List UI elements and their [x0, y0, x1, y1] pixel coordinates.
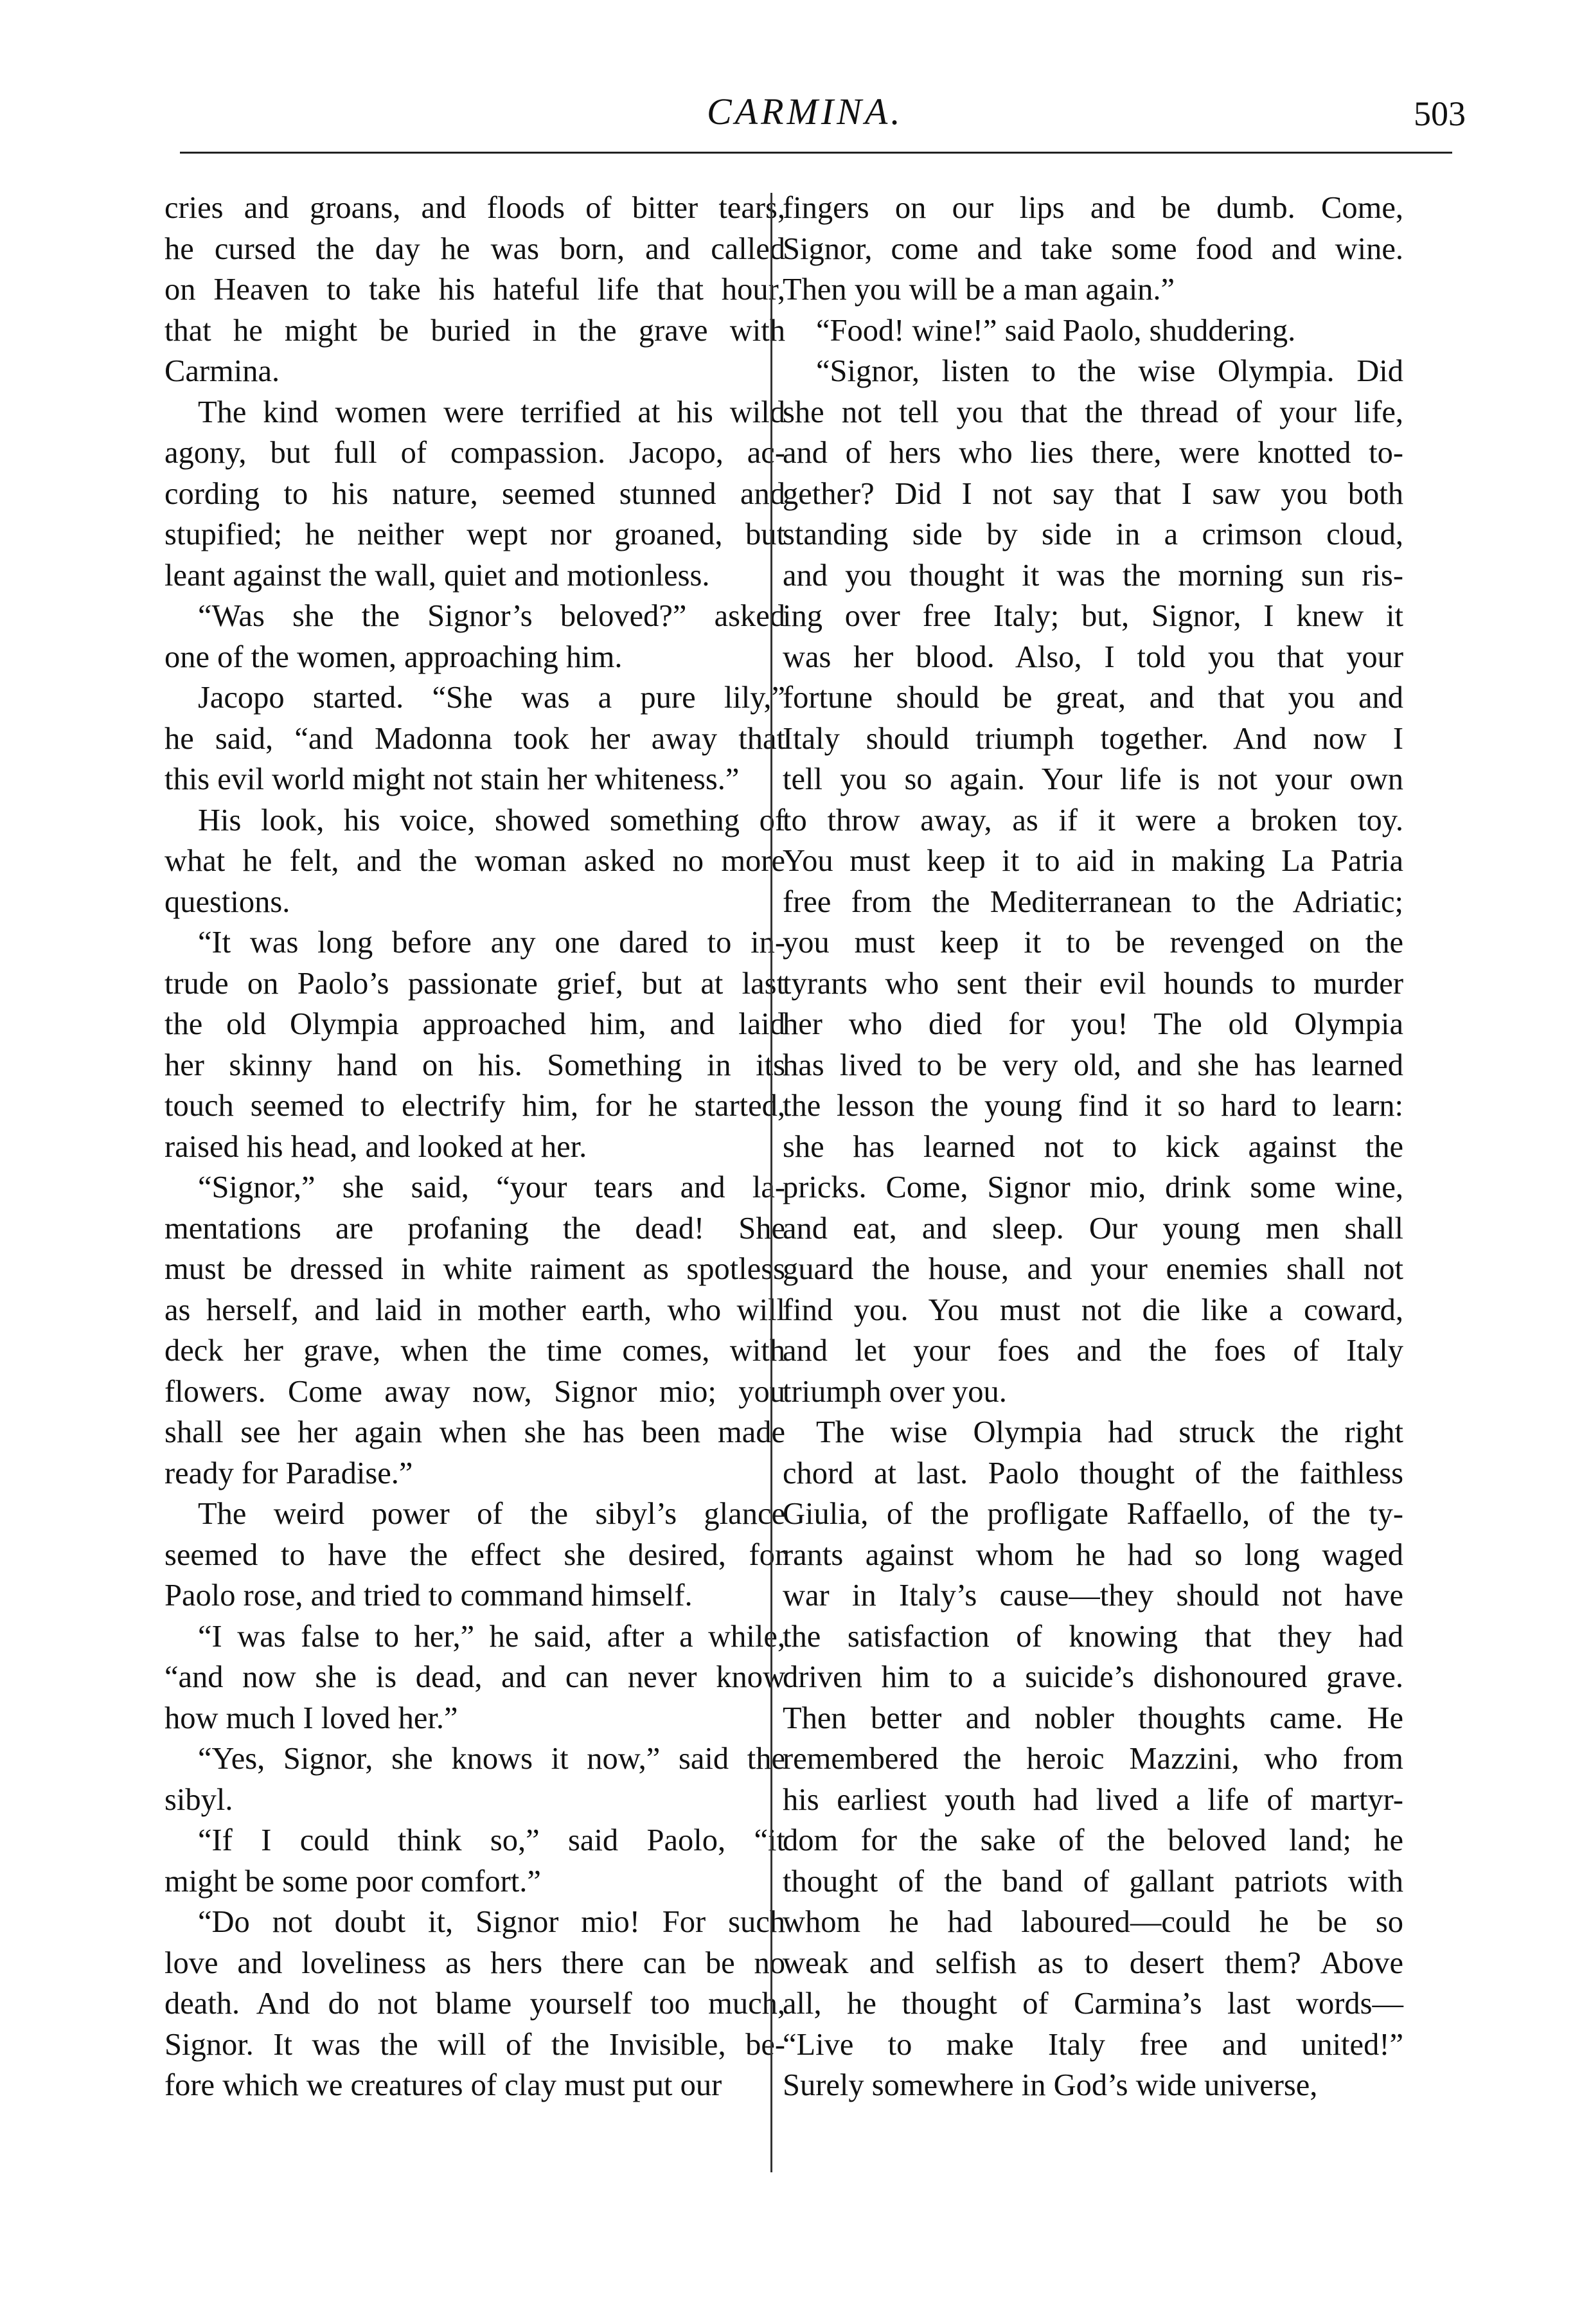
text-line: she has learned not to kick against the [783, 1129, 1403, 1164]
text-line: The weird power of the sibyl’s glance [198, 1497, 785, 1531]
text-line: cording to his nature, seemed stunned and [164, 476, 785, 511]
right-column [783, 188, 1403, 2106]
text-line: as herself, and laid in mother earth, who will [164, 1292, 785, 1327]
text-line: Surely somewhere in God’s wide universe, [783, 2068, 1318, 2102]
text-line: “Signor, listen to the wise Olympia. Did [816, 354, 1403, 388]
paragraph [164, 1820, 785, 1902]
paragraph [164, 677, 785, 800]
text-line: leant against the wall, quiet and motionless. [164, 558, 710, 593]
text-line: the satisfaction of knowing that they had [783, 1619, 1403, 1654]
paragraph [164, 1167, 785, 1494]
text-line: weak and selfish as to desert them? Above [783, 1945, 1403, 1980]
text-line: chord at last. Paolo thought of the faithless [783, 1456, 1403, 1490]
paragraph [164, 922, 785, 1167]
text-line: mentations are profaning the dead! She [164, 1211, 785, 1246]
text-line: stupified; he neither wept nor groaned, but [164, 517, 785, 551]
text-line: Signor, come and take some food and wine. [783, 231, 1403, 266]
paragraph [783, 351, 1403, 1412]
text-line: he said, “and Madonna took her away that [164, 721, 785, 756]
text-line: Carmina. [164, 354, 280, 388]
text-line: driven him to a suicide’s dishonoured grave. [783, 1660, 1403, 1694]
text-line: love and loveliness as hers there can be no [164, 1945, 785, 1980]
text-line: was her blood. Also, I told you that your [783, 639, 1403, 674]
text-line: one of the women, approaching him. [164, 639, 623, 674]
text-line: “It was long before any one dared to in- [198, 925, 785, 960]
left-column [164, 188, 785, 2106]
text-line: You must keep it to aid in making La Patria [783, 844, 1403, 878]
text-line: “Live to make Italy free and united!” [783, 2027, 1403, 2062]
text-line: has lived to be very old, and she has learned [783, 1048, 1403, 1082]
text-line: “Signor,” she said, “your tears and la- [198, 1170, 785, 1204]
text-line: death. And do not blame yourself too much, [164, 1987, 785, 2021]
text-line: seemed to have the effect she desired, for [164, 1537, 785, 1572]
text-line: this evil world might not stain her whiteness.” [164, 762, 740, 796]
text-line: shall see her again when she has been made [164, 1415, 785, 1449]
text-line: ing over free Italy; but, Signor, I knew it [783, 599, 1403, 633]
text-line: “Food! wine!” said Paolo, shuddering. [816, 313, 1296, 348]
paragraph [164, 1739, 785, 1820]
paragraph [164, 188, 785, 392]
text-line: her who died for you! The old Olympia [783, 1007, 1403, 1041]
paragraph [783, 1412, 1403, 2106]
text-line: triumph over you. [783, 1374, 1007, 1409]
text-line: “Yes, Signor, she knows it now,” said the [198, 1742, 785, 1776]
paragraph [164, 1902, 785, 2106]
text-line: Then you will be a man again.” [783, 273, 1175, 307]
text-line: pricks. Come, Signor mio, drink some wine, [783, 1170, 1403, 1204]
text-line: her skinny hand on his. Something in its [164, 1048, 785, 1082]
text-line: “and now she is dead, and can never know [164, 1660, 785, 1694]
text-line: gether? Did I not say that I saw you both [783, 476, 1403, 511]
text-line: remembered the heroic Mazzini, who from [783, 1742, 1403, 1776]
text-line: and let your foes and the foes of Italy [783, 1334, 1403, 1368]
text-line: “I was false to her,” he said, after a while, [198, 1619, 785, 1654]
text-line: that he might be buried in the grave with [164, 313, 785, 348]
text-line: “If I could think so,” said Paolo, “it [198, 1823, 785, 1857]
text-line: might be some poor comfort.” [164, 1864, 541, 1899]
text-line: tyrants who sent their evil hounds to murder [783, 966, 1403, 1001]
text-line: whom he had laboured—could he be so [783, 1905, 1403, 1939]
paragraph [164, 1494, 785, 1616]
text-line: questions. [164, 884, 290, 919]
paragraph [164, 596, 785, 677]
text-line: must be dressed in white raiment as spotless [164, 1252, 785, 1286]
text-line: Jacopo started. “She was a pure lily,” [198, 681, 785, 715]
text-line: guard the house, and your enemies shall not [783, 1252, 1403, 1286]
text-line: standing side by side in a crimson cloud, [783, 517, 1403, 551]
paragraph [164, 392, 785, 596]
text-line: to throw away, as if it were a broken toy. [783, 803, 1403, 837]
column-divider [770, 193, 772, 2172]
text-line: how much I loved her.” [164, 1701, 458, 1735]
text-line: he cursed the day he was born, and called [164, 231, 785, 266]
text-line: fore which we creatures of clay must put our [164, 2068, 722, 2102]
text-line: what he felt, and the woman asked no more [164, 844, 785, 878]
text-line: Paolo rose, and tried to command himself. [164, 1578, 693, 1613]
text-line: deck her grave, when the time comes, with [164, 1334, 785, 1368]
text-line: His look, his voice, showed something of [198, 803, 785, 837]
text-line: find you. You must not die like a coward, [783, 1292, 1403, 1327]
text-line: fortune should be great, and that you and [783, 681, 1403, 715]
text-line: dom for the sake of the beloved land; he [783, 1823, 1403, 1857]
paragraph [164, 1616, 785, 1739]
text-line: and you thought it was the morning sun ris- [783, 558, 1403, 593]
text-line: his earliest youth had lived a life of martyr- [783, 1782, 1403, 1817]
text-line: war in Italy’s cause—they should not have [783, 1578, 1403, 1613]
paragraph [164, 800, 785, 923]
text-line: sibyl. [164, 1782, 233, 1817]
text-line: cries and groans, and floods of bitter tears, [164, 191, 785, 225]
text-line: ready for Paradise.” [164, 1456, 413, 1490]
text-line: all, he thought of Carmina’s last words— [783, 1987, 1403, 2021]
text-line: and of hers who lies there, were knotted to- [783, 436, 1403, 470]
text-line: fingers on our lips and be dumb. Come, [783, 191, 1403, 225]
paragraph [783, 188, 1403, 310]
text-line: the lesson the young find it so hard to learn: [783, 1089, 1403, 1123]
text-line: “Do not doubt it, Signor mio! For such [198, 1905, 785, 1939]
text-line: on Heaven to take his hateful life that hour, [164, 273, 785, 307]
page-number: 503 [1414, 94, 1466, 133]
text-line: Giulia, of the profligate Raffaello, of the ty- [783, 1497, 1403, 1531]
text-line: raised his head, and looked at her. [164, 1129, 587, 1164]
running-head: CARMINA. [707, 91, 903, 132]
text-line: flowers. Come away now, Signor mio; you [164, 1374, 785, 1409]
text-line: you must keep it to be revenged on the [783, 925, 1403, 960]
text-line: The kind women were terrified at his wild [198, 395, 785, 429]
text-line: she not tell you that the thread of your life, [783, 395, 1403, 429]
text-line: trude on Paolo’s passionate grief, but at last [164, 966, 785, 1001]
header-rule [180, 152, 1452, 154]
text-line: touch seemed to electrify him, for he started, [164, 1089, 785, 1123]
text-line: Italy should triumph together. And now I [783, 721, 1403, 756]
text-line: and eat, and sleep. Our young men shall [783, 1211, 1403, 1246]
text-line: the old Olympia approached him, and laid [164, 1007, 785, 1041]
text-line: Then better and nobler thoughts came. He [783, 1701, 1403, 1735]
text-line: rants against whom he had so long waged [783, 1537, 1403, 1572]
text-line: Signor. It was the will of the Invisible, be- [164, 2027, 785, 2062]
text-line: thought of the band of gallant patriots with [783, 1864, 1403, 1899]
text-line: The wise Olympia had struck the right [816, 1415, 1403, 1449]
text-line: “Was she the Signor’s beloved?” asked [198, 599, 785, 633]
paragraph [783, 310, 1403, 352]
text-line: free from the Mediterranean to the Adriatic; [783, 884, 1403, 919]
text-line: tell you so again. Your life is not your own [783, 762, 1403, 796]
text-line: agony, but full of compassion. Jacopo, ac- [164, 436, 785, 470]
